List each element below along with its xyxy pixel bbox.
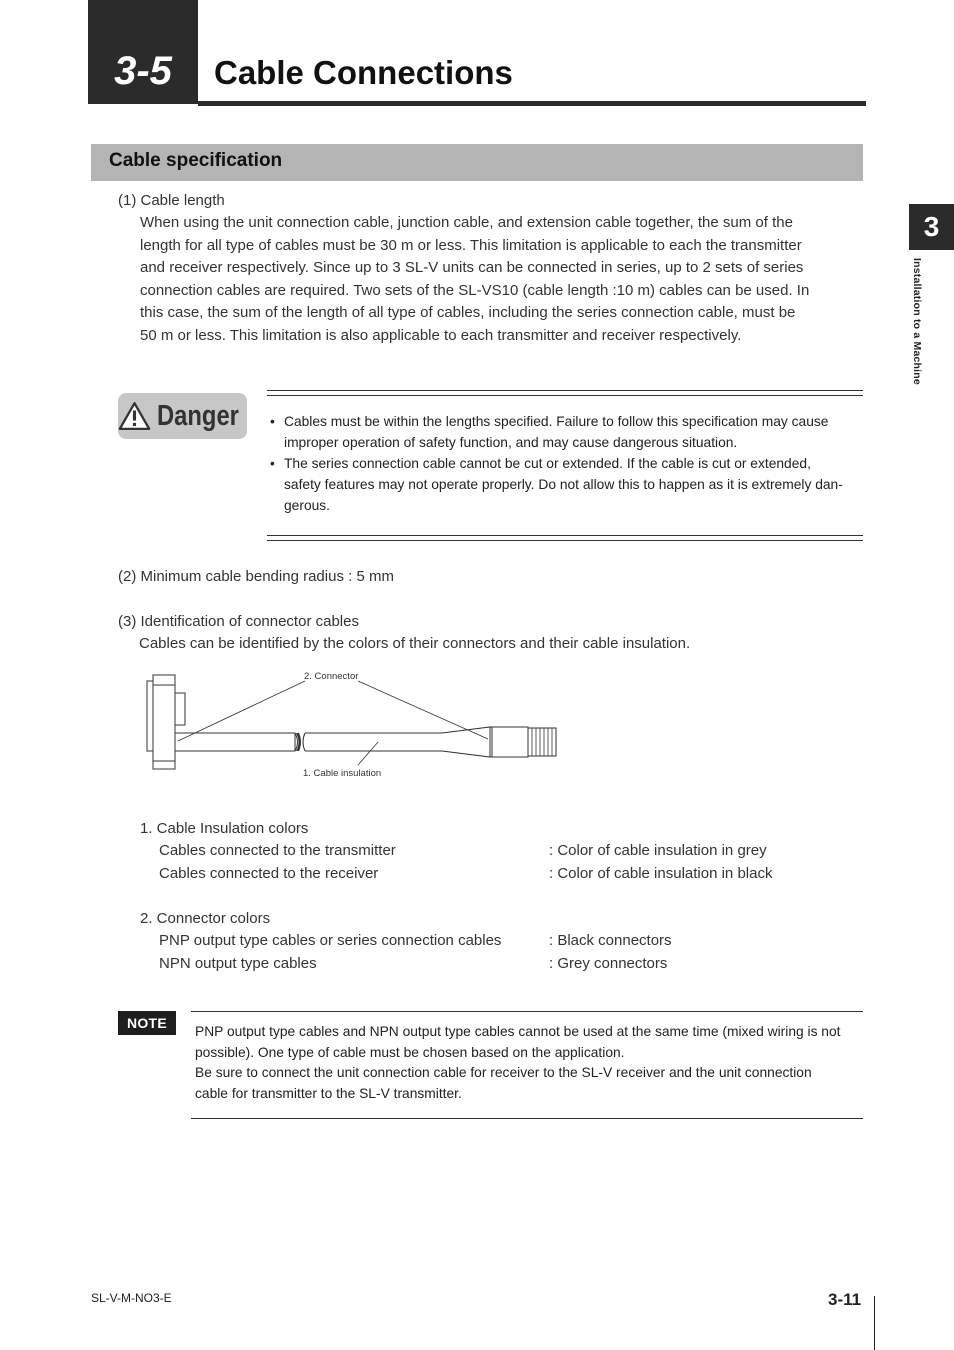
item1-line: When using the unit connection cable, junction cable, and extension cable together, the sum of the (140, 214, 793, 231)
danger-bullet-line: improper operation of safety function, and may cause dangerous situation. (284, 435, 738, 450)
insulation-row-label: Cables connected to the receiver (159, 865, 379, 882)
note-text (195, 1022, 863, 1104)
item1-line: and receiver respectively. Since up to 3 SL-V units can be connected in series, up to 2 sets of series (140, 259, 804, 276)
danger-bullet-line: gerous. (284, 498, 331, 513)
note-line: Be sure to connect the unit connection cable for receiver to the SL-V receiver and the unit connection (195, 1065, 812, 1080)
item3-heading: (3) Identification of connector cables (118, 613, 359, 630)
diagram-label-connector: 2. Connector (304, 671, 359, 682)
danger-top-rule (267, 390, 863, 391)
chapter-number-box (88, 0, 198, 104)
danger-bullet (268, 453, 865, 516)
note-line: PNP output type cables and NPN output type cables cannot be used at the same time (mixed wiring is not (195, 1024, 841, 1039)
document-code: SL-V-M-NO3-E (91, 1291, 172, 1305)
chapter-side-tab: 3 (909, 204, 954, 250)
danger-bullets (268, 411, 865, 516)
insulation-leader-line (358, 742, 378, 765)
diagram-label-insulation: 1. Cable insulation (303, 768, 382, 779)
dsub-connector (147, 675, 185, 769)
note-top-rule (191, 1011, 863, 1012)
note-line: possible). One type of cable must be chosen based on the application. (195, 1044, 625, 1060)
connector-heading: 2. Connector colors (140, 910, 271, 927)
insulation-heading: 1. Cable Insulation colors (140, 820, 309, 837)
danger-label: Danger (157, 399, 239, 432)
item1-line: 50 m or less. This limitation is also applicable to each transmitter and receiver respectively. (140, 326, 742, 344)
item1-paragraph (140, 212, 862, 347)
page-number: 3-11 (828, 1290, 862, 1309)
danger-bullet-line: safety features may not operate properly. Do not allow this to happen as it is extremely dan- (284, 477, 843, 492)
danger-bottom-rule (267, 540, 863, 541)
cable-segment-right (303, 727, 556, 757)
warning-triangle-icon (118, 400, 151, 432)
cable-segment-left (175, 733, 301, 751)
note-bottom-rule (191, 1118, 863, 1119)
item2-heading: (2) Minimum cable bending radius : 5 mm (118, 568, 394, 585)
note-line: cable for transmitter to the SL-V transmitter. (195, 1085, 462, 1101)
connector-leader-line (178, 681, 305, 741)
insulation-row-label: Cables connected to the transmitter (159, 842, 396, 859)
item1-line: this case, the sum of the length of all type of cables, including the series connection cable, must be (140, 304, 796, 321)
item3-text: Cables can be identified by the colors of their connectors and their cable insulation. (139, 635, 691, 652)
note-badge: NOTE (118, 1011, 176, 1035)
footer-divider (874, 1296, 875, 1350)
connector-leader-line (358, 681, 488, 739)
connector-row-value: : Grey connectors (549, 955, 668, 972)
danger-bullet-line: • The series connection cable cannot be cut or extended. If the cable is cut or extended, (284, 456, 811, 471)
title-underline (198, 101, 866, 106)
danger-badge (118, 393, 247, 439)
chapter-side-label: Installation to a Machine (911, 258, 923, 385)
connector-row-label: NPN output type cables (159, 955, 317, 972)
item1-heading: (1) Cable length (118, 192, 225, 209)
danger-bottom-rule (267, 535, 863, 536)
insulation-row-value: : Color of cable insulation in grey (549, 842, 767, 859)
danger-bullet (268, 411, 865, 453)
danger-bullet-line: • Cables must be within the lengths specified. Failure to follow this specification may cause (284, 414, 829, 429)
danger-top-rule (267, 395, 863, 396)
item1-line: connection cables are required. Two sets of the SL-VS10 (cable length :10 m) cables can be used. In (140, 281, 810, 299)
section-title: Cable specification (109, 150, 283, 171)
chapter-number: 3-5 (114, 48, 172, 93)
insulation-row-value: : Color of cable insulation in black (549, 865, 773, 882)
page-title: Cable Connections (214, 54, 513, 91)
connector-row-label: PNP output type cables or series connection cables (159, 932, 502, 949)
connector-row-value: : Black connectors (549, 932, 672, 949)
item1-line: length for all type of cables must be 30 m or less. This limitation is applicable to each the transmitter (140, 236, 802, 254)
